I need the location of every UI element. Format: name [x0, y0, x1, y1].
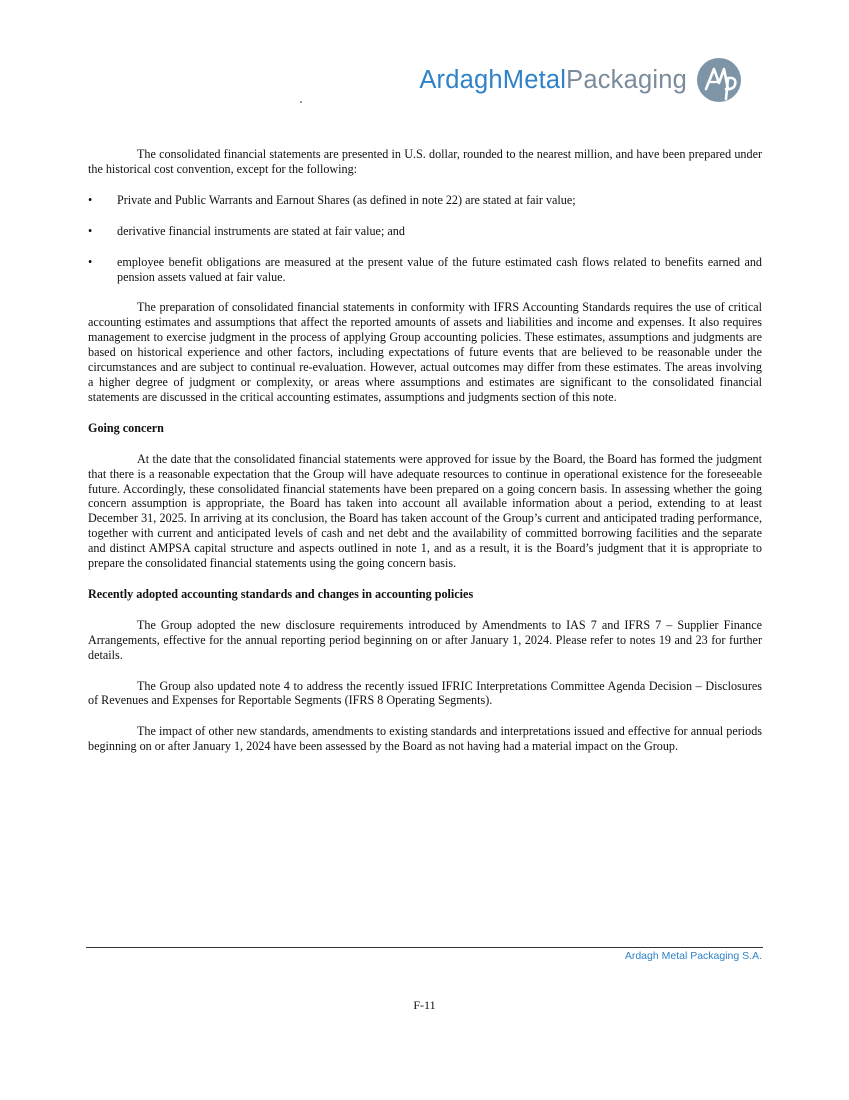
brand-word-ardagh: Ardagh [419, 66, 503, 95]
footer-company-name: Ardagh Metal Packaging S.A. [624, 950, 762, 962]
standards-paragraph: The Group also updated note 4 to address the recently issued IFRIC Interpretations Committee Agenda Decision – Disclosures of Revenues and Expenses for Reportable Segments (IFRS 8 Operating Segments). [88, 678, 762, 708]
brand-word-metal: Metal [502, 66, 567, 95]
header-logo [419, 56, 743, 104]
list-item-text: employee benefit obligations are measured at the present value of the future estimated cash flows related to benefits earned and pension assets valued at fair value. [117, 254, 762, 284]
list-item: • employee benefit obligations are measured at the present value of the future estimated cash flows related to benefits earned and pension assets valued at fair value. [88, 254, 762, 284]
stray-dot [300, 101, 302, 103]
brand-word-packaging: Packaging [566, 66, 687, 95]
going-concern-paragraph: At the date that the consolidated financial statements were approved for issue by the Board, the Board has formed the judgment that there is a reasonable expectation that the Group will have adequate resources to continue in operational existence for the foreseeable future. Accordingly, these consolidated financial statements have been prepared on a going concern basis. In assessing whether the going concern assumption is appropriate, the Board has taken into account all available information about a period, extending to at least December 31, 2025. In arriving at its conclusion, the Board has taken account of the Group’s current and anticipated trading performance, together with current and anticipated levels of cash and net debt and the availability of committed borrowing facilities and the separate and distinct AMPSA capital structure and aspects outlined in note 1, and as a result, it is the Board’s judgment that it is appropriate to prepare the consolidated financial statements using the going concern basis. [88, 451, 762, 571]
list-item-text: derivative financial instruments are stated at fair value; and [117, 223, 405, 238]
exceptions-list [88, 193, 762, 285]
amp-logo-icon [695, 56, 743, 104]
going-concern-heading: Going concern [88, 420, 164, 435]
list-item: • derivative financial instruments are stated at fair value; and [88, 223, 405, 238]
standards-heading: Recently adopted accounting standards and changes in accounting policies [88, 586, 474, 601]
intro-paragraph: The consolidated financial statements are presented in U.S. dollar, rounded to the nearest million, and have been prepared under the historical cost convention, except for the following: [88, 147, 762, 176]
list-item: • Private and Public Warrants and Earnout Shares (as defined in note 22) are stated at fair value; [88, 192, 576, 207]
estimates-paragraph: The preparation of consolidated financial statements in conformity with IFRS Accounting Standards requires the use of critical accounting estimates and assumptions that affect the reported amounts of assets and liabilities and income and expenses. It also requires management to exercise judgment in the process of applying Group accounting policies. These estimates, assumptions and judgments are based on historical experience and other factors, including expectations of future events that are believed to be reasonable under the circumstances and are subject to continual re-evaluation. However, actual outcomes may differ from these estimates. The areas involving a higher degree of judgment or complexity, or areas where assumptions and estimates are significant to the consolidated financial statements are discussed in the critical accounting estimates, assumptions and judgments section of this note. [88, 300, 762, 404]
footer-divider [86, 947, 763, 948]
page-number: F-11 [413, 998, 436, 1012]
standards-paragraph: The impact of other new standards, amendments to existing standards and interpretations issued and effective for annual periods beginning on or after January 1, 2024 have been assessed by the Board as not having had a material impact on the Group. [88, 724, 762, 754]
document-body [88, 147, 762, 770]
list-item-text: Private and Public Warrants and Earnout Shares (as defined in note 22) are stated at fair value; [117, 192, 576, 207]
brand-wordmark [419, 68, 687, 94]
standards-paragraph: The Group adopted the new disclosure requirements introduced by Amendments to IAS 7 and IFRS 7 – Supplier Finance Arrangements, effective for the annual reporting period beginning on or after January 1, 2024. Please refer to notes 19 and 23 for further details. [88, 617, 762, 662]
